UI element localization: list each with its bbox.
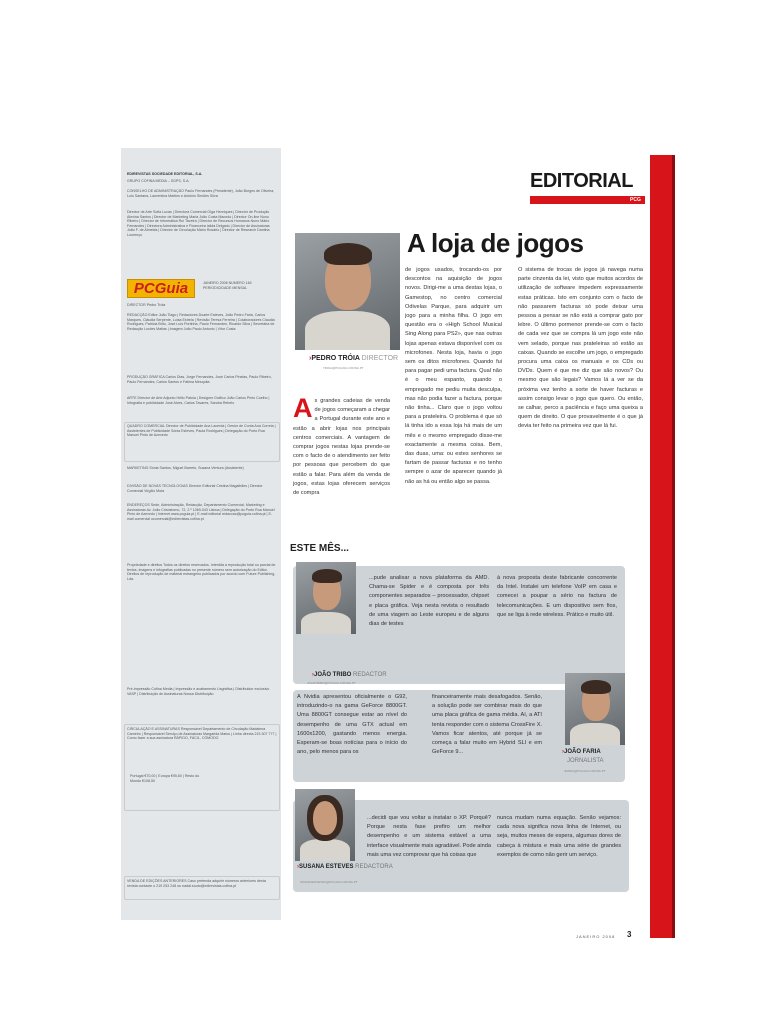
masthead-direitos: Propriedade e direitos Todos os direitos reservados. Interdita a reprodução total ou parcial de textos, imagens e infografias publicadas no presente número sem autorização do Editor. Direitos de reprodução de material estrangeiro publicados por acordo com Future Publishing, Lda. bbox=[127, 563, 276, 581]
panel-2-role: JORNALISTA bbox=[567, 758, 604, 764]
masthead-redaccao: REDACÇÃO Editor João Tiago | Redactores Duarte Esteves, João Pedro Faria, Carlos Marques, Cláudia Serpente, Luísa Estrela | Revisão Teresa Ferreira | Colaboradores Claudia Rodrigues, Patricia Brito, José Luís Portinha, Paulo Fernandes, Ricardo Silva | Secretária de Redacção Lurdes Matias | Imagem João Paulo Antonio | Vítor Costa bbox=[127, 313, 275, 331]
article-column-1-text: s grandes cadeias de venda de jogos começaram a chegar a Portugal durante este ano e estão a abrir lojas nos principais centros comerciais. A vantagem de comprar jogos nestas lojas prende-se com o facto de o atendimento ser feito por pessoas que percebem do que estão a falar. Para além da venda de jogos, estas lojas oferecem serviços de compra bbox=[293, 398, 390, 497]
masthead-arte: ARTE Director de Arte Adjunto Hélio Patola | Designer Gráfico João Carlos Pinto Coelho | Infografia e publicidade José Alves, Carlos Tavares, Sandra Rebelo bbox=[127, 396, 270, 405]
panel-1-text-2: à nova proposta deste fabricante concorrente da Intel. Instalei um telefone VoIP em casa e comecei a poupar a sério na factura de telecomunicações. E um dispositivo sem fios, que se liga à rede wireless. Prático e muito útil. bbox=[497, 575, 617, 618]
masthead-comercial: QUADRO COMERCIAL Director de Publicidade Ana Lacerda | Gestor de Conta Ana Correia | Assistentes de Publicidade Sónia Esteves, Paula Rodrigues | Delegação do Porto Rua Manuel Pinto de Azevedo bbox=[127, 424, 276, 438]
author-photo bbox=[295, 233, 400, 350]
footer-date: JANEIRO 2008 bbox=[576, 934, 616, 939]
panel-2-text-2: financeiramente mais desafogados. Senão, a solução pode ser combinar mais do que uma placa gráfica de gama média. Aí, a ATI tenta responder com o sistema CrossFire X. Vamos ficar atentos, até porque já se começa a falar muito em Hybrid SLI e em GeForce 9... bbox=[432, 694, 542, 756]
author-email: TROIA@PCGUIA.COFINA.PT bbox=[323, 366, 364, 370]
panel-2-text-1: A Nvidia apresentou oficialmente o G92, introduzindo-o na gama GeForce 8800GT. Uma 8800GT consegue estar ao nível do desempenho de uma GTX actual em 1600x1200, gastando menos energia. Esperam-se boas notícias para o início do ano, pelo menos para os bbox=[297, 694, 407, 756]
panel-3-text-2: nunca mudam numa equação. Senão vejamos: cada nova significa nova linha de Internet, ou seja, muitos meses de espera, algumas dores de cabeça à mistura e mais uma série de grandes exemplos de como não gerir um serviço. bbox=[497, 815, 621, 858]
article-column-3: O sistema de trocas de jogos já navega numa parte cinzenta da lei, visto que muitos acordos de utilização de software impedem expressamente estas práticas. Isto em conjunto com o facto de não passarem facturas só pode deixar uma pessoa a pensar se não está a comprar gato por lebre. O último pormenor prende-se com o facto de cada vez que se compra lá um jogo este não vem selado, porque nas prateleiras só estão as caixas. Quando se escolhe um jogo, o empregado procura uma caixa os manuais e os CDs ou DVDs. Quem é que me diz que são novos? Ou mesmo que são legais? Vamos lá a ver se da próxima vez tenho a sorte de haver facturas e assim consigo levar o jogo que quero. Ou então, se calhar, perco a paciência e faço uma queixa a quem de direito. O que provavelmente é o que já devia ter feito na primeira vez que lá fui. bbox=[518, 267, 643, 430]
masthead-company: EDIREVISTAS SOCIEDADE EDITORIAL, S.A. bbox=[127, 172, 203, 176]
section-rule bbox=[530, 196, 645, 204]
author-byline: ›PEDRO TRÓIA DIRECTOR bbox=[309, 355, 399, 362]
panel-3-name: SUSANA ESTEVES bbox=[299, 864, 354, 870]
right-red-bar bbox=[650, 155, 672, 938]
page-number: 3 bbox=[627, 930, 632, 939]
masthead-novas-tecnologias: DIVISÃO DE NOVAS TECNOLOGIAS Director Editorial Cristina Magalhães | Director Comercial Virgílio Mota bbox=[127, 484, 263, 493]
este-mes-heading: ESTE MÊS... bbox=[290, 543, 349, 554]
article-column-2: de jogos usados, trocando-os por descontos na aquisição de jogos novos. Dirigi-me a uma destas lojas, o Gamestop, no centro comercial Odivelas Parque, para adquirir um jogo para a minha filha. O jogo em questão era o «High School Musical Sing Along para PS2», que nas outras lojas apenas estava disponível com os microfones. Nesta loja, havia o jogo sem os ditos microfones. Quando fui para pagar pedi uma factura. Qual não é o meu espanto, quando o empregado me pediu muita desculpa, mas não podia fazer a factura, porque não tinha... Claro que o jogo voltou para a prateleira. O problema é que só lá tinha ido a essa loja há mais de um mês e o mesmo empregado disse-me exactamente a mesma coisa. Bem, das duas, uma: ou estes senhores se fartam de passar facturas e no tenho sempre o azar de aparecer quando já não as há ou então algo se passa. bbox=[405, 267, 502, 485]
article-headline: A loja de jogos bbox=[407, 228, 584, 258]
masthead-directors: Director de Arte Sofia Lucas | Directora Comercial Olga Henriques | Director de Produção Alexina Santos | Director de Marketing Maria João Costa Macedo | Director On-line Nuno Ribeiro | Director de Informática Rui Taveira | Director de Recursos Humanos Nuno Mário Fernandes | Directora Administrativa e Financeira Isilda Delgado | Director de Assinaturas João F. de Almeida | Director de Circulação Mário Rosário | Director de Research Dantina Lourenço bbox=[127, 210, 270, 237]
panel-1-photo bbox=[296, 562, 356, 634]
panel-2-email: JFARIA@PCGUIA.COFINA.PT bbox=[564, 769, 606, 773]
masthead-group: GRUPO COFINA MEDIA – SGPS, S.A. bbox=[127, 179, 190, 183]
author-role: DIRECTOR bbox=[361, 355, 399, 362]
section-title: EDITORIAL bbox=[530, 170, 633, 192]
masthead-producao: PRODUÇÃO GRÁFICA Carlos Dias, Jorge Fernandes, José Carlos Pinelas, Paulo Ribeiro, Paulo Fernandes, Carlos Santos e Fátima Mesquita bbox=[127, 375, 272, 384]
masthead-board: CONSELHO DE ADMINISTRAÇÃO Paulo Fernandes (Presidente), João Borges de Oliveira, Luís Santana, Laurentina Martins e António Simões Silva bbox=[127, 189, 275, 198]
masthead-marketing: MARKETING Sónia Santos, Miguel Barreto, Susana Ventura (Assistente) bbox=[127, 466, 244, 470]
panel-3-byline: ›SUSANA ESTEVES REDACTORA bbox=[297, 864, 393, 870]
panel-1-byline: ›JOÃO TRIBO REDACTOR bbox=[312, 672, 387, 678]
masthead-impressao: Pré-impressão Cofina Media | Impressão e acabamento Lisgráfica | Distribuidor exclusivo VASP | Distribuição de Assinaturas Nossa Distribuição bbox=[127, 687, 270, 696]
right-red-bar-shadow bbox=[672, 155, 675, 938]
pcguia-logo: PCGuia bbox=[127, 279, 195, 298]
panel-2-photo bbox=[565, 673, 625, 745]
panel-2-byline: ›JOÃO FARIA bbox=[562, 749, 601, 755]
masthead-issue: JANEIRO 2008 NÚMERO 146 PERIODICIDADE MENSAL bbox=[203, 281, 252, 290]
masthead-enderecos: ENDEREÇOS Sede, Administração, Redacção, Departamento Comercial, Marketing e Assinaturas Av. João Crisóstomo, 72, 2.º 1069-043 Lisboa | Delegação do Porto Rua Manuel Pinto de Azevedo | Internet www.pcguia.pt | E-mail editorial redaccao@pcguia.cofina.pt | E-mail comercial ocomercial@edirevistas.cofina.pt bbox=[127, 503, 275, 521]
masthead-prices: Portugal €70,00 | Europa €95,60 | Resto do Mundo €108,50 bbox=[130, 774, 200, 783]
masthead-back-issues: VENDA DE EDIÇÕES ANTERIORES Caso pretenda adquirir números anteriores desta revista contacte o 219 253 248 ou nadal.souto@edirevistas.cofina.pt bbox=[127, 879, 266, 888]
panel-3-email: SUSANAESTEVES@PCGUIA.COFINA.PT bbox=[300, 880, 358, 884]
article-column-1 bbox=[293, 393, 390, 532]
panel-1-role: REDACTOR bbox=[353, 672, 387, 678]
panel-3-text-1: ...decidi que vou voltar a instalar o XP. Porquê? Porque nesta fase prefiro um melhor desempenho e um sistema estável a uma interface visualmente mais agradável. Pode ainda mais uma vez comprovar que há coisas que bbox=[367, 815, 491, 858]
panel-2-role-line bbox=[567, 758, 604, 764]
panel-1-name: JOÃO TRIBO bbox=[314, 672, 352, 678]
panel-3-photo bbox=[295, 789, 355, 861]
author-name: PEDRO TRÓIA bbox=[311, 355, 360, 362]
section-tag: PCG bbox=[630, 197, 641, 203]
masthead-circulacao: CIRCULAÇÃO E ASSINATURAS Responsável Departamento de Circulação Madalena Carneiro | Responsável Serviço de Assinaturas Margarida Matos | Linha directa 215 307 777 | Como fazer a sua assinatura RÁPIDO, FÁCIL, CÓMODO bbox=[127, 727, 277, 741]
masthead-director: DIRECTOR Pedro Tróia bbox=[127, 303, 166, 307]
panel-3-role: REDACTORA bbox=[355, 864, 393, 870]
panel-1-text-1: ...pude analisar a nova plataforma da AMD. Chama-se Spider e é composta por três componentes separados – processador, chipset e placa gráfica. Veja nesta revista o resultado de uma viagem ao Leste europeu e de alguns dias de testes bbox=[369, 575, 489, 628]
panel-2-name: JOÃO FARIA bbox=[564, 749, 601, 755]
drop-cap: A bbox=[293, 393, 313, 423]
panel-1-email: JOAOTRIBO@PCGUIA.COFINA.PT bbox=[307, 681, 356, 685]
